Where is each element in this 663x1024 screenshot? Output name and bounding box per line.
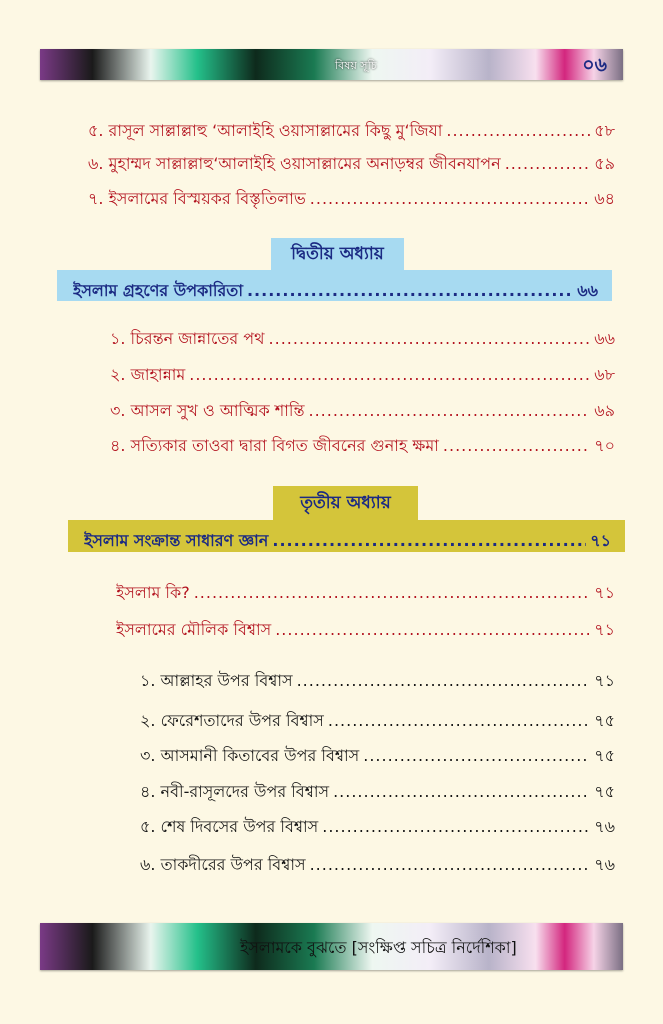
- toc-entry[interactable]: [140, 668, 615, 695]
- header-band: [40, 49, 623, 80]
- dot-leader: [297, 671, 591, 690]
- toc-entry[interactable]: [88, 151, 615, 178]
- footer-band: [40, 923, 623, 970]
- dot-leader: [310, 189, 590, 208]
- toc-entry-label: ৭. ইসলামের বিস্ময়কর বিস্তৃতিলাভ: [88, 189, 306, 208]
- toc-entry-label: ২. ফেরেশতাদের উপর বিশ্বাস: [140, 711, 324, 730]
- toc-entry-label: ১. আল্লাহর উপর বিশ্বাস: [140, 671, 293, 690]
- dot-leader: [310, 855, 591, 874]
- toc-entry-label: ৫. রাসূল সাল্লাল্লাহু ‘আলাইহি ওয়াসাল্লামের কিছু মু‘জিযা: [88, 121, 443, 140]
- toc-section-label: ইসলামের মৌলিক বিশ্বাস: [116, 620, 272, 639]
- toc-entry-page: ৭৫: [594, 746, 615, 765]
- toc-entry-page: ৫৯: [594, 154, 615, 173]
- toc-entry-page: ৫৮: [594, 121, 615, 140]
- toc-entry-label: ৬. মুহাম্মদ সাল্লাল্লাহু‘আলাইহি ওয়াসাল্লামের অনাড়ম্বর জীবনযাপন: [88, 154, 501, 173]
- chapter-heading: দ্বিতীয় অধ্যায়: [271, 238, 404, 270]
- dot-leader: [446, 121, 590, 140]
- toc-entry[interactable]: [140, 814, 615, 841]
- chapter-title-entry[interactable]: [84, 525, 611, 557]
- toc-entry-page: ৬৯: [594, 401, 615, 420]
- dot-leader: [443, 436, 590, 455]
- dot-leader: [275, 620, 590, 639]
- footer-title: ইসলামকে বুঝতে [সংক্ষিপ্ত সচিত্র নির্দেশিকা]: [240, 938, 517, 957]
- chapter-title-bar: [68, 520, 625, 552]
- toc-entry-page: ৭১: [594, 671, 615, 690]
- toc-entry[interactable]: [140, 708, 615, 735]
- toc-entry[interactable]: [110, 433, 615, 460]
- dot-leader: [333, 782, 590, 801]
- toc-entry-label: ২. জাহান্নাম: [110, 365, 186, 384]
- chapter-title: ইসলাম গ্রহণের উপকারিতা: [73, 281, 243, 300]
- chapter-title-entry[interactable]: [73, 275, 598, 307]
- toc-entry[interactable]: [140, 779, 615, 806]
- toc-entry-page: ৭০: [594, 436, 615, 455]
- dot-leader: [328, 711, 590, 730]
- toc-entry-label: ৩. আসল সুখ ও আত্মিক শান্তি: [110, 401, 305, 420]
- chapter-title-page: ৭১: [590, 531, 611, 550]
- dot-leader: [247, 275, 573, 307]
- dot-leader: [189, 365, 590, 384]
- toc-entry-page: ৭৬: [594, 855, 615, 874]
- toc-entry[interactable]: [88, 118, 615, 145]
- toc-entry-page: ৭৫: [594, 711, 615, 730]
- toc-entry-label: ১. চিরন্তন জান্নাতের পথ: [110, 329, 265, 348]
- dot-leader: [269, 329, 591, 348]
- toc-entry-page: ৭৬: [594, 817, 615, 836]
- chapter-heading: তৃতীয় অধ্যায়: [273, 486, 418, 520]
- toc-entry-page: ৭৫: [594, 782, 615, 801]
- toc-entry[interactable]: [110, 398, 615, 425]
- header-title: বিষয় সূচি: [335, 59, 377, 72]
- chapter-title: ইসলাম সংক্রান্ত সাধারণ জ্ঞান: [84, 531, 269, 550]
- chapter-title-page: ৬৬: [577, 281, 598, 300]
- chapter-title-bar: [57, 270, 612, 301]
- dot-leader: [272, 525, 586, 557]
- toc-section-label: ইসলাম কি?: [116, 583, 190, 602]
- toc-entry[interactable]: [110, 362, 615, 389]
- dot-leader: [194, 583, 591, 602]
- toc-entry[interactable]: [140, 743, 615, 770]
- toc-entry-label: ৪. নবী-রাসূলদের উপর বিশ্বাস: [140, 782, 330, 801]
- dot-leader: [322, 817, 590, 836]
- toc-entry-label: ৬. তাকদীরের উপর বিশ্বাস: [140, 855, 306, 874]
- toc-entry-label: ৫. শেষ দিবসের উপর বিশ্বাস: [140, 817, 319, 836]
- toc-entry[interactable]: [110, 326, 615, 353]
- toc-section-page: ৭১: [594, 620, 615, 639]
- page-number: ০৬: [582, 54, 607, 76]
- toc-section[interactable]: [116, 617, 615, 644]
- toc-entry-label: ৩. আসমানী কিতাবের উপর বিশ্বাস: [140, 746, 360, 765]
- dot-leader: [309, 401, 591, 420]
- toc-section[interactable]: [116, 580, 615, 607]
- toc-section-page: ৭১: [594, 583, 615, 602]
- dot-leader: [363, 746, 590, 765]
- toc-entry-label: ৪. সত্যিকার তাওবা দ্বারা বিগত জীবনের গুনাহ ক্ষমা: [110, 436, 439, 455]
- toc-entry[interactable]: [88, 186, 615, 213]
- dot-leader: [505, 154, 591, 173]
- toc-entry[interactable]: [140, 852, 615, 879]
- toc-entry-page: ৬৬: [594, 329, 615, 348]
- toc-entry-page: ৬৪: [594, 189, 615, 208]
- toc-entry-page: ৬৮: [594, 365, 615, 384]
